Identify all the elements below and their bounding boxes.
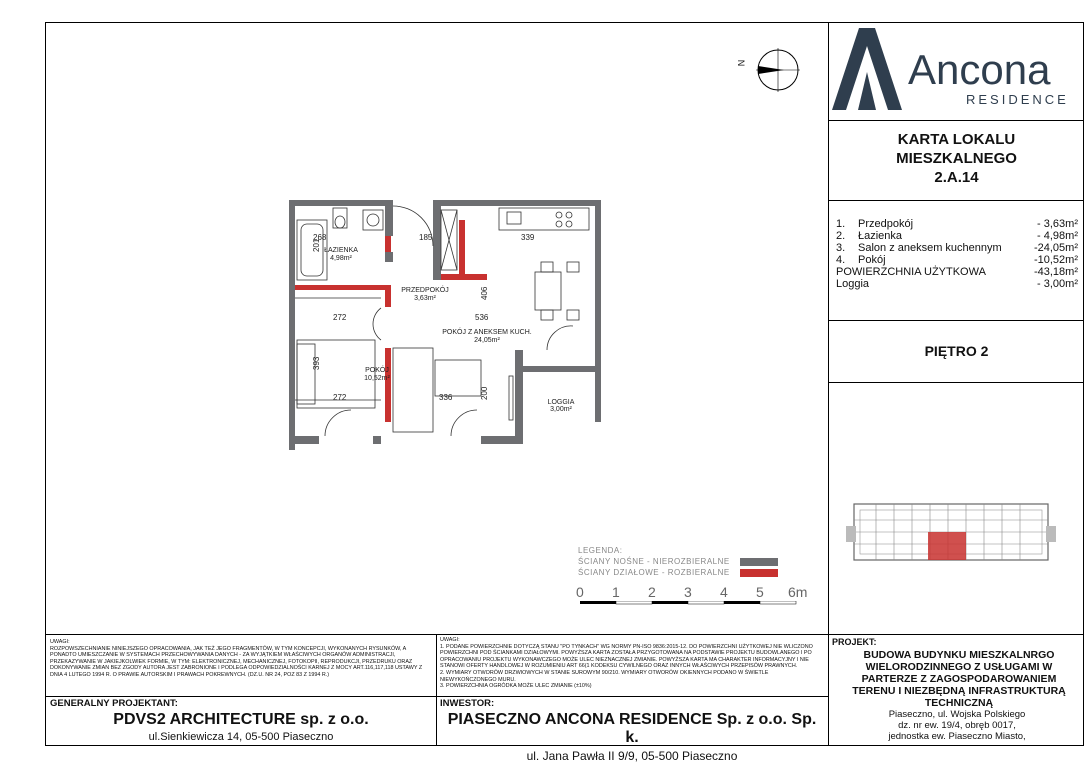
project-plot: dz. nr ew. 19/4, obręb 0017, [898, 720, 1016, 731]
project-header: PROJEKT: [832, 637, 877, 647]
footer-divider-1 [436, 634, 437, 746]
room-name: POKÓJ [365, 367, 389, 374]
bathroom-area: 4,98m² [330, 255, 352, 262]
dim-label: 272 [333, 393, 347, 402]
logo-divider [828, 120, 1084, 121]
legend-partition: ŚCIANY DZIAŁOWE - ROZBIERALNE [578, 568, 778, 577]
card-title [829, 130, 1084, 187]
brand-logo [832, 28, 1082, 113]
footer-divider-2 [828, 634, 829, 746]
dim-label: 406 [480, 286, 489, 300]
investor-address: ul. Jana Pawła II 9/9, 05-500 Piaseczno [526, 749, 738, 763]
room-list [836, 218, 1078, 290]
rooms-divider [828, 320, 1084, 321]
dim-label: 185 [419, 233, 433, 242]
designer-name: PDVS2 ARCHITECTURE sp. z o.o. [113, 711, 369, 728]
card-title-line2: MIESZKALNEGO [896, 150, 1017, 167]
project-location: Piaseczno, ul. Wojska Polskiego [888, 709, 1026, 720]
room-row: 1. Przedpokój - 3,63m² [836, 218, 1078, 230]
room-row: 4. Pokój -10,52m² [836, 254, 1078, 266]
designer-address: ul.Sienkiewicza 14, 05-500 Piaseczno [148, 731, 334, 743]
investor-block [440, 698, 824, 763]
hall-area: 3,63m² [414, 295, 436, 302]
room-area: 10,52m² [364, 375, 390, 382]
loggia-name: LOGGIA [547, 399, 575, 406]
legend [578, 546, 778, 577]
legend-bearing: ŚCIANY NOŚNE - NIEROZBIERALNE [578, 557, 778, 566]
legend-title: LEGENDA: [578, 546, 623, 555]
card-title-line1: KARTA LOKALU [897, 131, 1016, 148]
footer-top-line [45, 634, 1084, 635]
key-plan [846, 496, 1056, 568]
floor-plan [285, 200, 605, 450]
floor-label: PIĘTRO 2 [924, 343, 989, 359]
room-row: 3. Salon z aneksem kuchennym -24,05m² [836, 242, 1078, 254]
room-row: 2. Łazienka - 4,98m² [836, 230, 1078, 242]
scale-tick: 2 [648, 584, 656, 600]
usable-area-row: POWIERZCHNIA UŻYTKOWA -43,18m² [836, 266, 1078, 278]
north-label: N [736, 59, 747, 67]
scale-tick: 0 [576, 584, 584, 600]
hall-name: PRZEDPOKÓJ [401, 287, 449, 294]
dim-label: 200 [480, 386, 489, 400]
dim-label: 268 [313, 233, 327, 242]
ancona-logo-icon [832, 28, 902, 110]
partition-swatch [740, 569, 778, 577]
dim-label: 272 [333, 313, 347, 322]
bathroom-name: ŁAZIENKA [324, 247, 358, 254]
notes-copyright: UWAGI: ROZPOWSZECHNIANIE NINIEJSZEGO OPRACOWANIA, JAK TEŻ JEGO FRAGMENTÓW, W TYM KONCEPCJI, WYKONANYCH RYSUNKÓW, A PONADTO UMIESZCZANIE W SYSTEMACH PRZECHOWYWANIA DANYCH - ZA WYJĄTKIEM WŁAŚCIWYCH ORGANÓW ADMINISTRACJI, PRZEKAZYWANIE W JAKIEJKOLWIEK FORMIE, W TYM: ELEKTRONICZNEJ, MECHANICZNEJ, FOTOKOPII, REPRODUKCJI, PRZEDRUKU ORAZ DOKONYWANIE ZMIAN BEZ ZGODY AUTORA JEST ZABRONIONE I PODLEGA ODPOWIEDZIALNOŚCI KARNEJ Z MOCY ART.116,117,118 USTAWY Z DNIA 4 LUTEGO 1994 R. O PRAWIE AUTORSKIM I PRAWACH POKREWNYCH. (DZ.U. NR 24, POZ 83 Z 1994 R.) [50, 639, 423, 678]
right-column-divider [828, 22, 829, 634]
dim-label: 536 [475, 313, 489, 322]
investor-header: INWESTOR: [440, 698, 495, 709]
living-area: 24,05m² [474, 337, 500, 344]
title-divider [828, 200, 1084, 201]
brand-tagline: RESIDENCE [966, 92, 1069, 107]
dim-label: 393 [312, 356, 321, 370]
loggia-area: 3,00m² [550, 406, 572, 413]
scale-tick: 5 [756, 584, 764, 600]
living-name: POKÓJ Z ANEKSEM KUCH. [442, 329, 532, 336]
designer-header: GENERALNY PROJEKTANT: [50, 698, 178, 709]
dim-label: 201 [312, 238, 321, 252]
project-title: BUDOWA BUDYNKU MIESZKALNRGO WIELORODZINNEGO Z USŁUGAMI W PARTERZE Z ZAGOSPODAROWANIEM TERENU I NIEZBĘDNĄ INFRASTRUKTURĄ TECHNICZNĄ [852, 649, 1066, 709]
project-unit: jednostka ew. Piaseczno Miasto, [888, 731, 1026, 742]
dim-label: 336 [439, 393, 453, 402]
loggia-row: Loggia - 3,00m² [836, 278, 1078, 290]
notes-areas: UWAGI: 1. PODANE POWIERZCHNIE DOTYCZĄ STANU "PO TYNKACH" WG NORMY PN-ISO 9836:2015-12. DO POWIERZCHNI UŻYTKOWEJ NIE WLICZONO POWIERZCHNI POD ŚCIANKAMI DZIAŁOWYMI. POWYŻSZA KARTA ZOSTAŁA PRZYGOTOWANA NA PODSTAWIE PROJEKTU BUDOWLANEGO I PO OPRACOWANIU PROJEKTU WYKONAWCZEGO MOŻE ULEC NIEZNACZNEJ ZMIANIE. POWYŻSZA KARTA MA CHARAKTER INFORMACYJNY I NIE STANOWI OFERTY HANDLOWEJ W ROZUMIENIU ART 66(1 KODEKSU CYWILNEGO ORAZ INNYCH WŁAŚCIWYCH PRZEPISÓW PRAWNYCH. 2. WYMIARY OTWORÓW DRZWIOWYCH W STANIE SUROWYM 90/210. WYMIARY OTWORÓW OKIENNYCH PODANO W ŚWIETLE NIEWYKOŃCZONEGO MURU. 3. POWIERZCHNIA OGRÓDKA MOŻE ULEC ZMIANIE (±10%) [440, 637, 813, 690]
scale-tick: 1 [612, 584, 620, 600]
project-block [832, 637, 1082, 742]
designer-block [50, 698, 432, 743]
scale-bar [572, 584, 817, 608]
north-compass [738, 46, 802, 92]
unit-number: 2.A.14 [934, 169, 979, 186]
investor-name: PIASECZNO ANCONA RESIDENCE Sp. z o.o. Sp. k. [447, 711, 817, 746]
scale-tick: 3 [684, 584, 692, 600]
scale-tick: 6m [788, 584, 808, 600]
dim-label: 339 [521, 233, 535, 242]
bearing-swatch [740, 558, 778, 566]
brand-name: Ancona [908, 46, 1051, 93]
scale-tick: 4 [720, 584, 728, 600]
floor-divider [828, 382, 1084, 383]
